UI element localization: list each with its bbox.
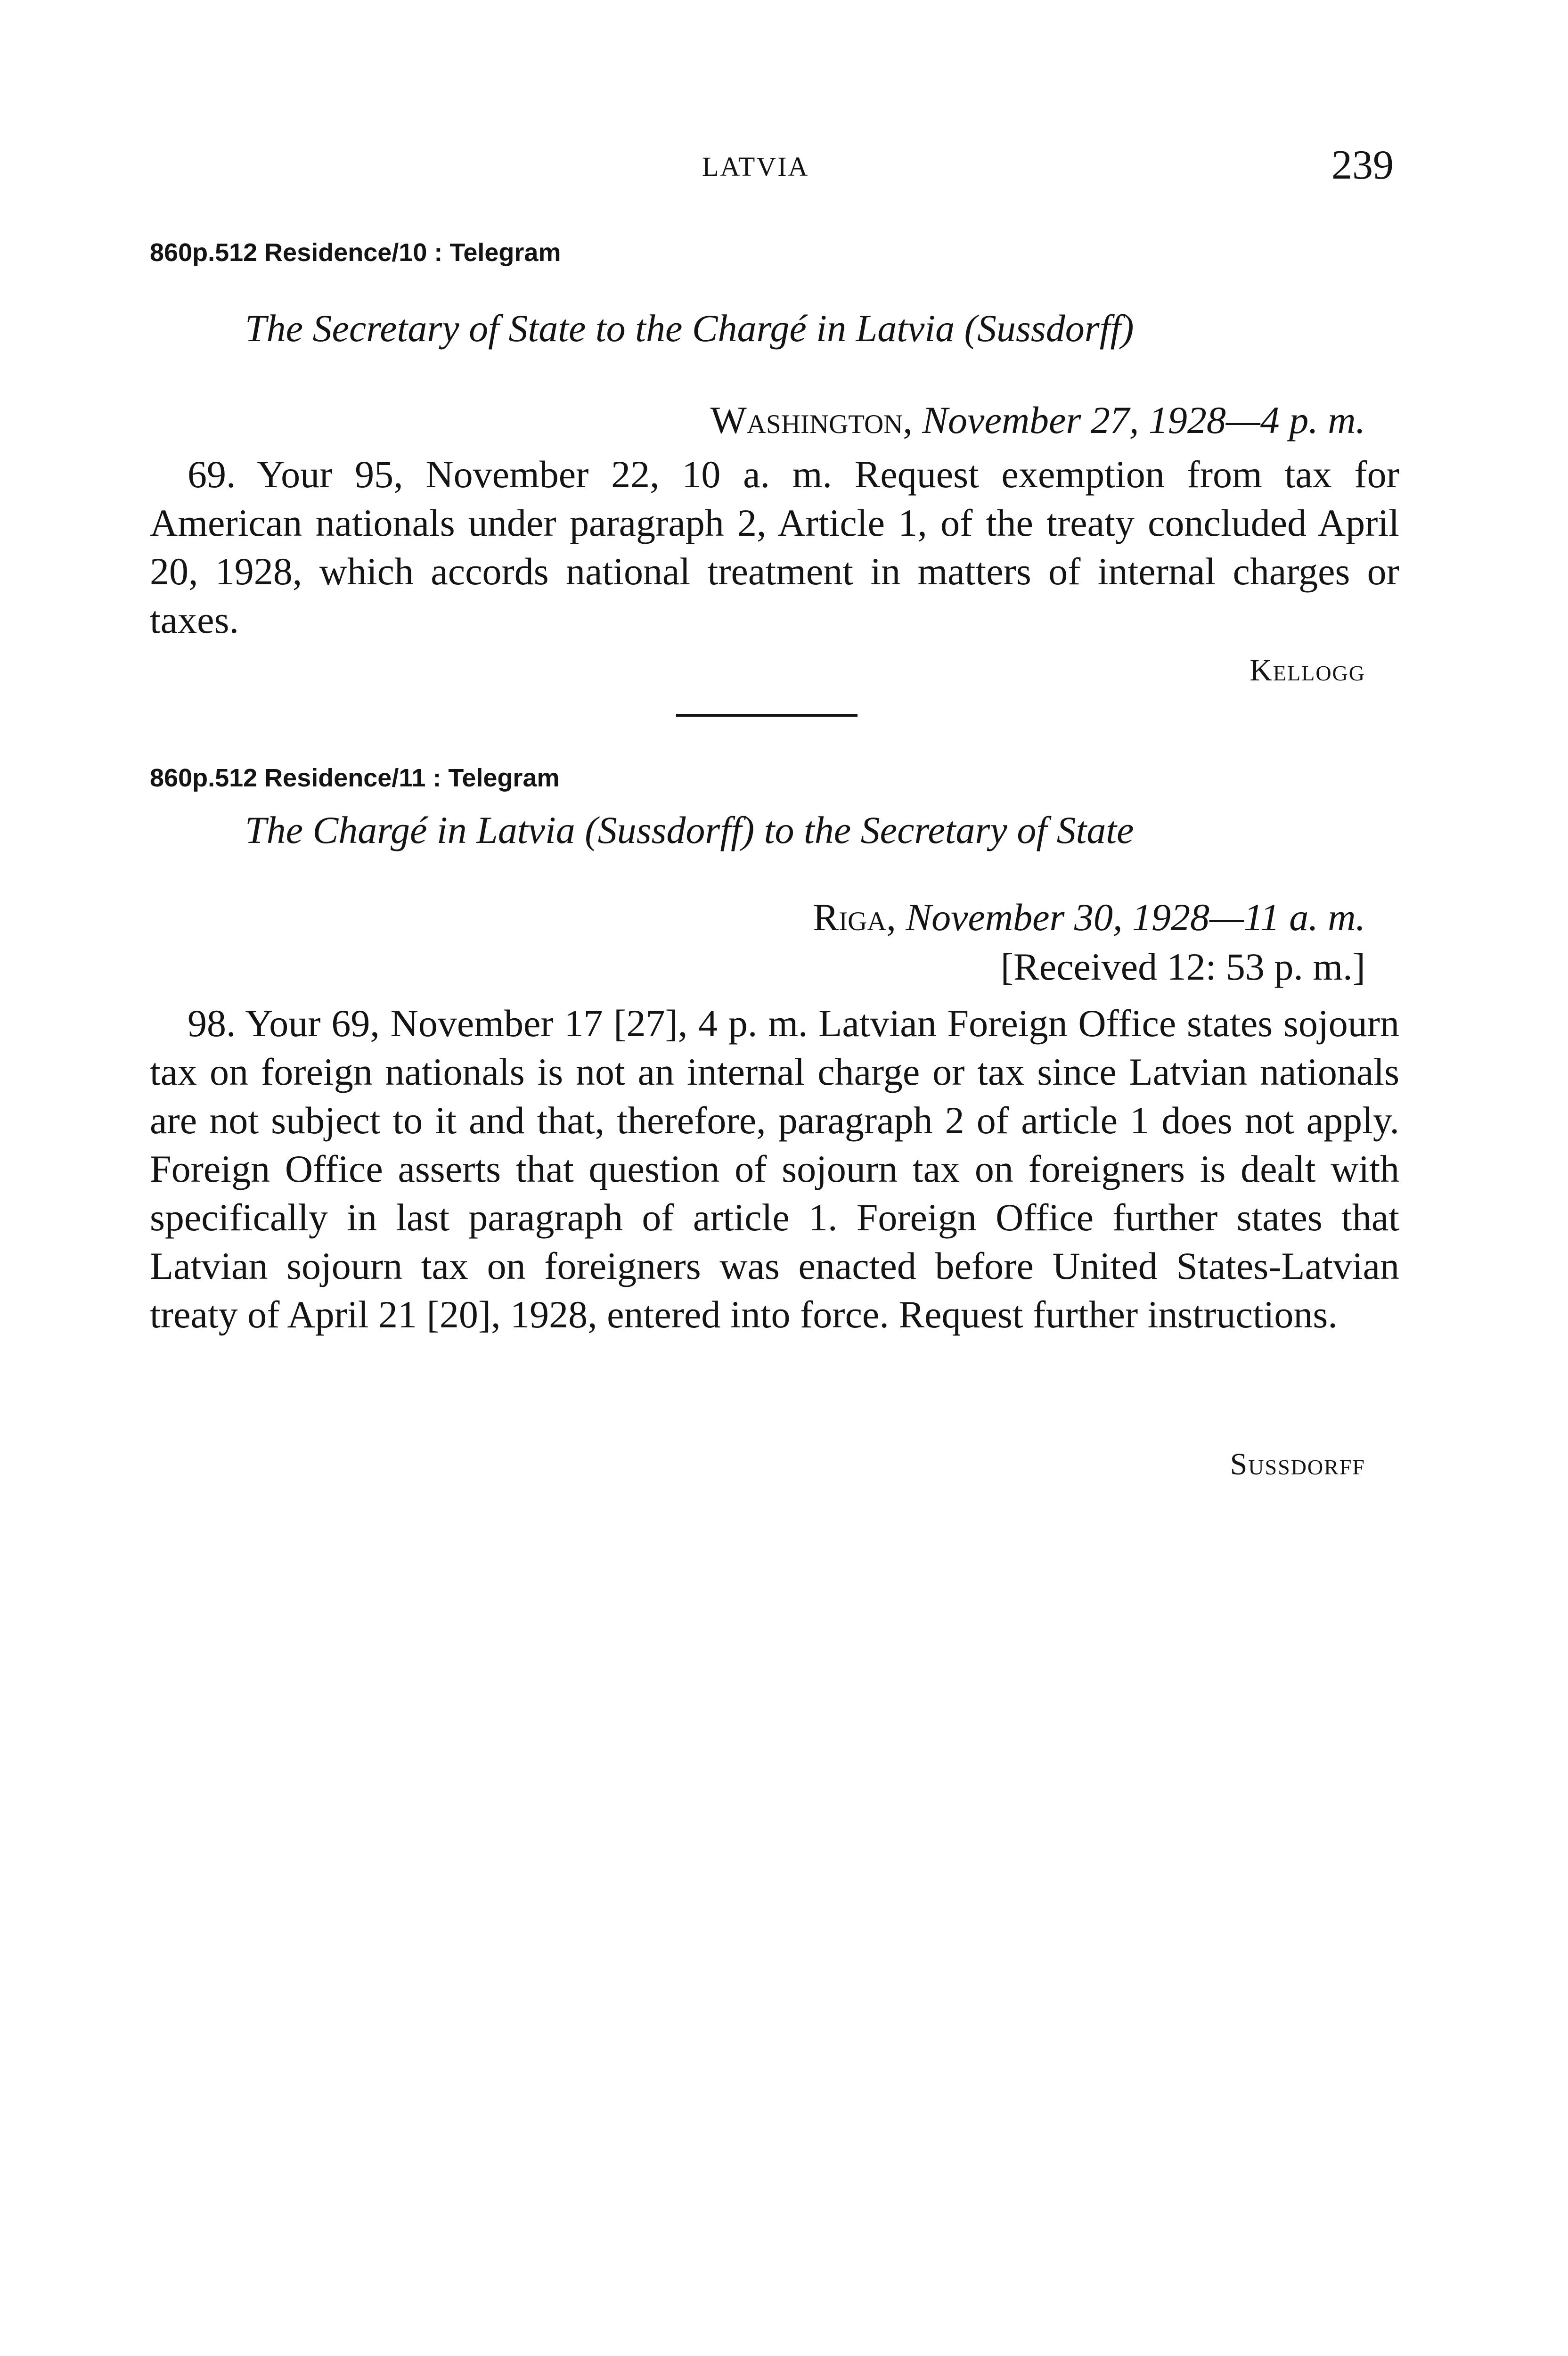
- dateline-date-2: November 30, 1928—11 a. m.: [906, 896, 1365, 939]
- signature-2: Sussdorff: [1230, 1447, 1365, 1481]
- file-reference-1: 860p.512 Residence/10 : Telegram: [150, 238, 561, 267]
- received-timestamp-2: [Received 12: 53 p. m.]: [1000, 945, 1365, 988]
- page-number: 239: [1331, 142, 1394, 188]
- telegram-body-2: 98. Your 69, November 17 [27], 4 p. m. Latvian Foreign Office states sojourn tax on foreign nationals is not an internal charge or tax since Latvian nationals are not subject to it and that, therefore, paragraph 2 of article 1 does not apply. Foreign Office asserts that question of sojourn tax on foreigners is dealt with specifically in last paragraph of article 1. Foreign Office further states that Latvian sojourn tax on foreigners was enacted before United States-Latvian treaty of April 21 [20], 1928, entered into force. Request further instructions.: [150, 1002, 1399, 1336]
- dateline-1: [710, 398, 1366, 442]
- signature-1: Kellogg: [1250, 653, 1365, 687]
- dateline-2: [813, 895, 1365, 940]
- running-head: LATVIA: [702, 151, 809, 182]
- dateline-date-1: November 27, 1928—4 p. m.: [922, 399, 1365, 442]
- document-heading-1: The Secretary of State to the Chargé in Latvia (Sussdorff): [245, 307, 1134, 350]
- dateline-place-1: Washington,: [710, 399, 913, 442]
- section-divider: [676, 714, 858, 717]
- file-reference-2: 860p.512 Residence/11 : Telegram: [150, 764, 560, 792]
- telegram-body-1: 69. Your 95, November 22, 10 a. m. Request exemption from tax for American nationals under paragraph 2, Article 1, of the treaty concluded April 20, 1928, which accords national treatment in matters of internal charges or taxes.: [150, 453, 1399, 641]
- dateline-place-2: Riga,: [813, 896, 896, 939]
- document-heading-2: The Chargé in Latvia (Sussdorff) to the Secretary of State: [245, 809, 1134, 851]
